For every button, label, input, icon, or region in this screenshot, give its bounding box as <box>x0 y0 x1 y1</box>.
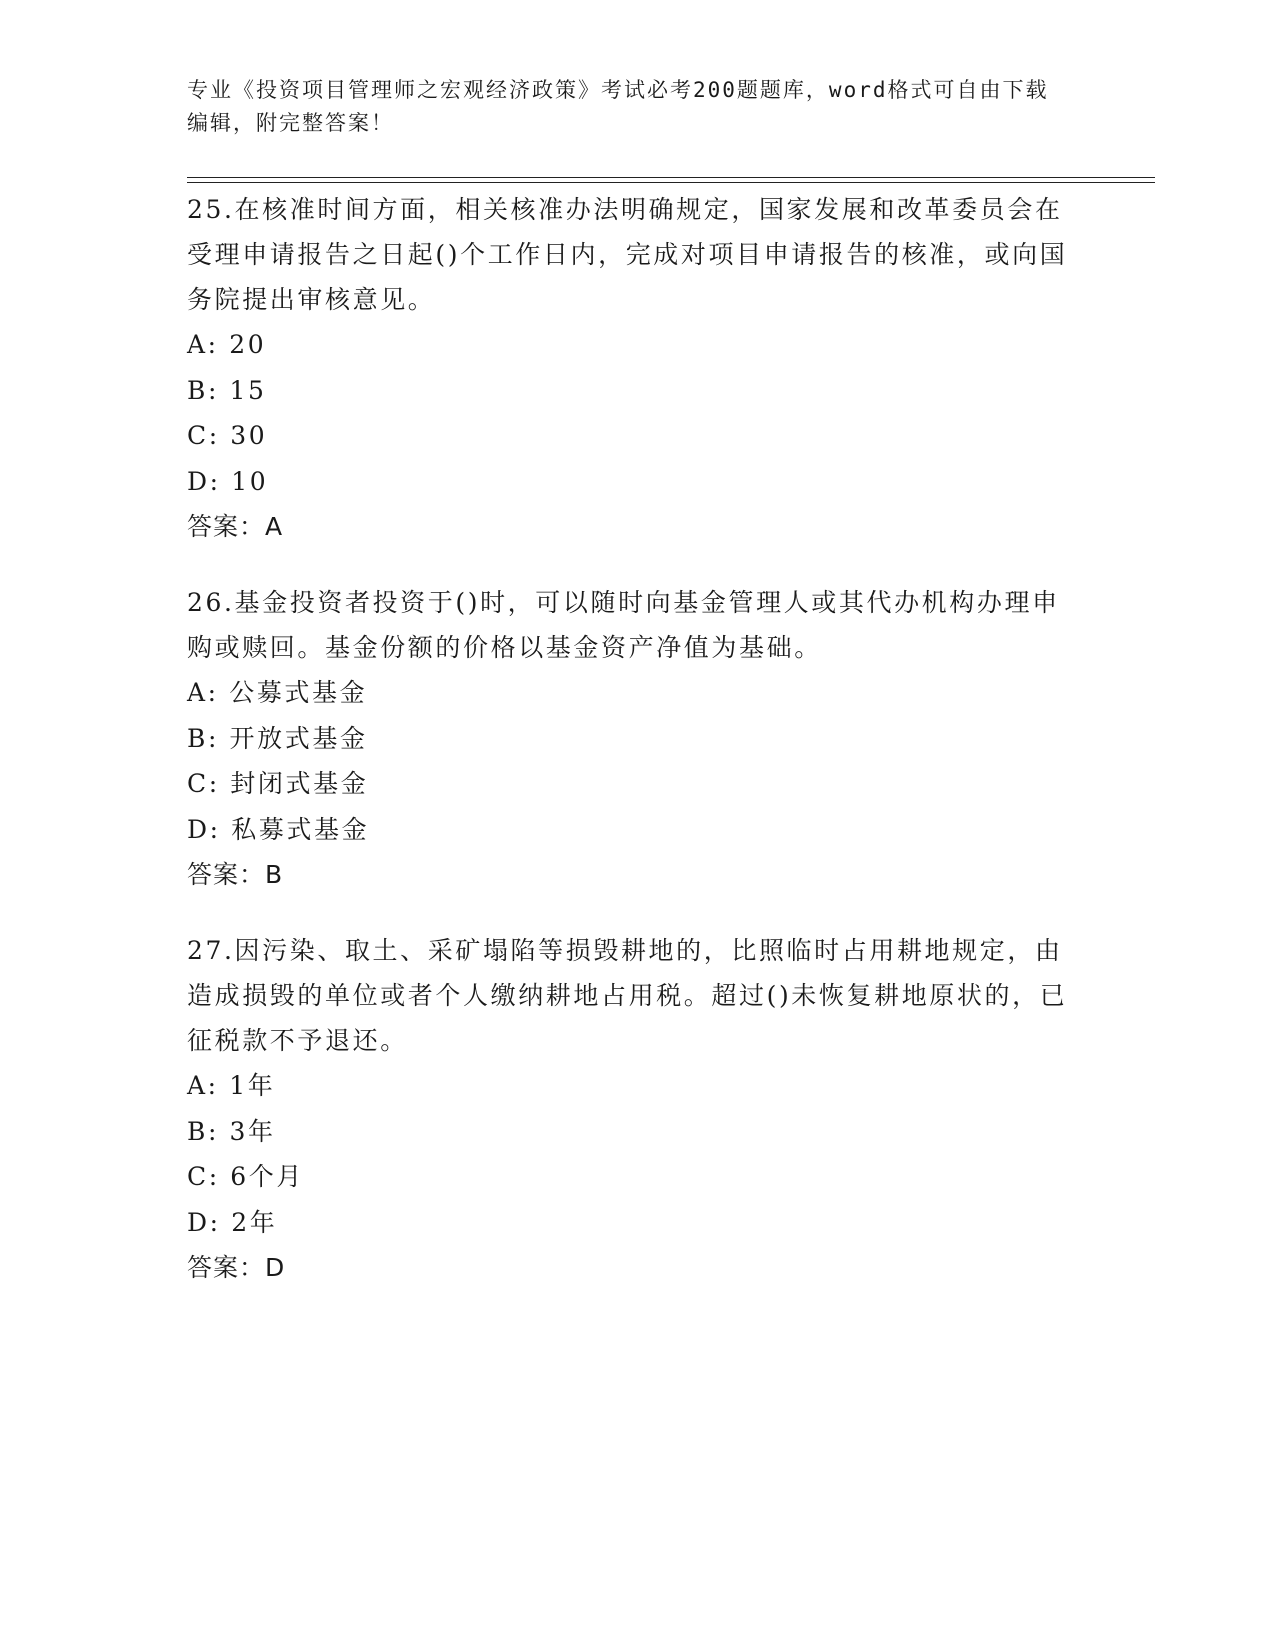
question-text: 26.基金投资者投资于()时，可以随时向基金管理人或其代办机构办理申购或赎回。基金份额的价格以基金资产净值为基础。 <box>187 588 1060 662</box>
answer: 答案：D <box>187 1253 286 1282</box>
question-27 <box>187 928 1087 1290</box>
document-header: 专业《投资项目管理师之宏观经济政策》考试必考200题题库，word格式可自由下载编辑，附完整答案！ <box>187 78 1049 135</box>
question-text: 27.因污染、取土、采矿塌陷等损毁耕地的，比照临时占用耕地规定，由造成损毁的单位或者个人缴纳耕地占用税。超过()未恢复耕地原状的，已征税款不予退还。 <box>187 936 1068 1055</box>
option-d: D: 私募式基金 <box>187 814 370 844</box>
option-d: D: 2年 <box>187 1207 278 1237</box>
option-a: A: 1年 <box>187 1071 276 1100</box>
option-c: C: 30 <box>187 421 268 450</box>
header-divider-top <box>187 177 1155 178</box>
option-b: B: 开放式基金 <box>187 723 368 753</box>
option-b: B: 3年 <box>187 1116 276 1146</box>
answer: 答案：A <box>187 512 284 541</box>
option-b: B: 15 <box>187 375 267 405</box>
answer: 答案：B <box>187 860 284 889</box>
header-divider-bottom <box>187 182 1155 183</box>
question-text: 25.在核准时间方面，相关核准办法明确规定，国家发展和改革委员会在受理申请报告之日起()个工作日内，完成对项目申请报告的核准，或向国务院提出审核意见。 <box>187 195 1068 314</box>
option-a: A: 公募式基金 <box>187 678 368 707</box>
option-a: A: 20 <box>187 330 267 359</box>
option-d: D: 10 <box>187 466 269 496</box>
option-c: C: 封闭式基金 <box>187 769 369 798</box>
question-26 <box>187 580 1087 897</box>
question-25 <box>187 187 1087 549</box>
option-c: C: 6个月 <box>187 1162 305 1191</box>
